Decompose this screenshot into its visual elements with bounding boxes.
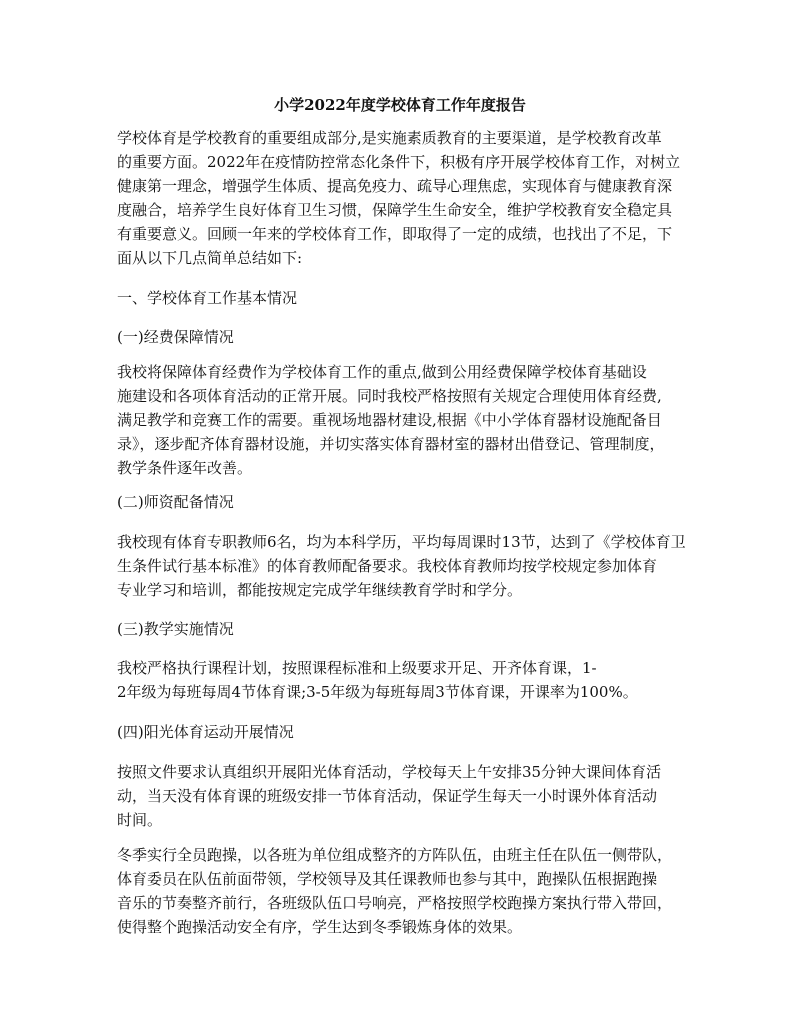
- funding-line: 施建设和各项体育活动的正常开展。同时我校严格按照有关规定合理使用体育经费,: [117, 387, 662, 405]
- funding-line: 教学条件逐年改善。: [117, 459, 253, 477]
- intro-line: 度融合，培养学生良好体育卫生习惯，保障学生生命安全，维护学校教育安全稳定具: [117, 201, 673, 219]
- winter-run-line: 使得整个跑操活动安全有序，学生达到冬季锻炼身体的效果。: [117, 918, 523, 936]
- sunshine-paragraph: [117, 760, 697, 832]
- funding-line: 我校将保障体育经费作为学校体育工作的重点,做到公用经费保障学校体育基础设: [117, 363, 647, 381]
- winter-run-line: 体育委员在队伍前面带领，学校领导及其任课教师也参与其中，跑操队伍根据跑操: [117, 870, 658, 888]
- funding-paragraph: [117, 360, 697, 480]
- teaching-line: 2年级为每班每周4节体育课;3-5年级为每班每周3节体育课，开课率为100%。: [117, 683, 638, 701]
- subsection-heading: (三)教学实施情况: [117, 620, 234, 638]
- intro-paragraph: [117, 126, 697, 270]
- teaching-paragraph: [117, 656, 697, 704]
- subsection-heading: (一)经费保障情况: [117, 328, 234, 346]
- intro-line: 学校体育是学校教育的重要组成部分,是实施素质教育的主要渠道，是学校教育改革: [117, 129, 662, 147]
- document-title: 小学2022年度学校体育工作年度报告: [274, 96, 526, 114]
- winter-run-line: 音乐的节奏整齐前行，各班级队伍口号响亮，严格按照学校跑操方案执行带入带回，: [117, 894, 673, 912]
- intro-line: 面从以下几点简单总结如下:: [117, 249, 303, 267]
- sunshine-line: 时间。: [117, 811, 163, 829]
- subsection-heading: (四)阳光体育运动开展情况: [117, 723, 294, 741]
- staff-line: 我校现有体育专职教师6名，均为本科学历，平均每周课时13节，达到了《学校体育卫: [117, 533, 686, 551]
- section-heading: 一、学校体育工作基本情况: [117, 289, 298, 307]
- funding-line: 满足教学和竞赛工作的需要。重视场地器材建设,根据《中小学体育器材设施配备目: [117, 411, 662, 429]
- winter-run-paragraph: [117, 843, 697, 939]
- staff-line: 专业学习和培训，都能按规定完成学年继续教育学时和学分。: [117, 581, 523, 599]
- intro-line: 健康第一理念，增强学生体质、提高免疫力、疏导心理焦虑，实现体育与健康教育深: [117, 177, 673, 195]
- staff-paragraph: [117, 530, 697, 602]
- staff-line: 生条件试行基本标准》的体育教师配备要求。我校体育教师均按学校规定参加体育: [117, 557, 658, 575]
- intro-line: 有重要意义。回顾一年来的学校体育工作，即取得了一定的成绩，也找出了不足，下: [117, 225, 673, 243]
- funding-line: 录》，逐步配齐体育器材设施，并切实落实体育器材室的器材出借登记、管理制度，: [117, 435, 665, 453]
- teaching-line: 我校严格执行课程计划，按照课程标准和上级要求开足、开齐体育课，1-: [117, 659, 597, 677]
- intro-line: 的重要方面。2022年在疫情防控常态化条件下，积极有序开展学校体育工作，对树立: [117, 153, 681, 171]
- sunshine-line: 动，当天没有体育课的班级安排一节体育活动，保证学生每天一小时课外体育活动: [117, 787, 658, 805]
- subsection-heading: (二)师资配备情况: [117, 493, 234, 511]
- winter-run-line: 冬季实行全员跑操，以各班为单位组成整齐的方阵队伍，由班主任在队伍一侧带队，: [117, 846, 673, 864]
- sunshine-line: 按照文件要求认真组织开展阳光体育活动，学校每天上午安排35分钟大课间体育活: [117, 763, 662, 781]
